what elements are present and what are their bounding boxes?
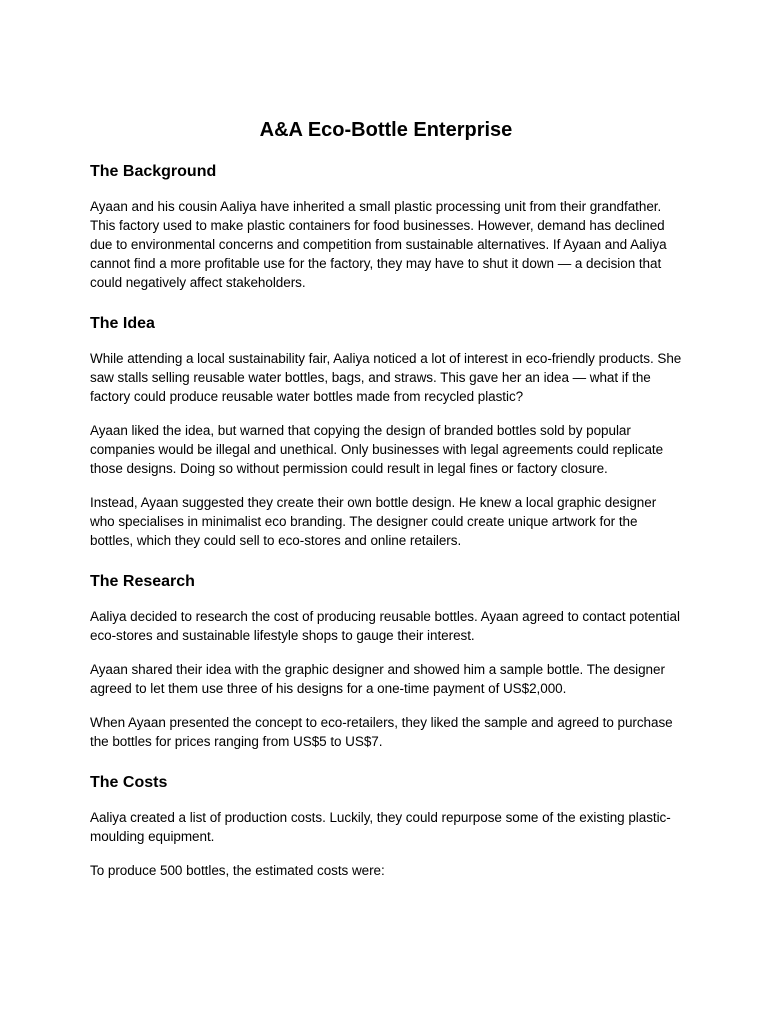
section-costs [90,773,682,880]
section-heading: The Idea [90,315,155,332]
paragraph: Ayaan and his cousin Aaliya have inherited a small plastic processing unit from their grandfather. This factory used to make plastic containers for food businesses. However, demand has declined due to environmental concerns and competition from sustainable alternatives. If Ayaan and Aaliya cannot find a more profitable use for the factory, they may have to shut it down — a decision that could negatively affect stakeholders. [90,199,667,290]
paragraph: While attending a local sustainability fair, Aaliya noticed a lot of interest in eco-friendly products. She saw stalls selling reusable water bottles, bags, and straws. This gave her an idea — what if the factory could produce reusable water bottles made from recycled plastic? [90,351,682,404]
paragraph: Aaliya decided to research the cost of producing reusable bottles. Ayaan agreed to contact potential eco-stores and sustainable lifestyle shops to gauge their interest. [90,609,680,643]
section-idea [90,314,682,550]
paragraph: When Ayaan presented the concept to eco-retailers, they liked the sample and agreed to purchase the bottles for prices ranging from US$5 to US$7. [90,715,673,749]
paragraph: To produce 500 bottles, the estimated costs were: [90,863,385,878]
paragraph: Aaliya created a list of production costs. Luckily, they could repurpose some of the existing plastic-moulding equipment. [90,810,671,844]
section-heading: The Research [90,573,195,590]
section-heading: The Costs [90,774,168,791]
section-heading: The Background [90,163,217,180]
section-research [90,572,682,751]
document-title: A&A Eco-Bottle Enterprise [259,119,513,141]
paragraph: Ayaan liked the idea, but warned that copying the design of branded bottles sold by popular companies would be illegal and unethical. Only businesses with legal agreements could replicate those designs. Doing so without permission could result in legal fines or factory closure. [90,423,664,476]
document-content [90,117,682,880]
paragraph: Instead, Ayaan suggested they create their own bottle design. He knew a local graphic designer who specialises in minimalist eco branding. The designer could create unique artwork for the bottles, which they could sell to eco-stores and online retailers. [90,495,657,548]
section-background [90,162,682,292]
paragraph: Ayaan shared their idea with the graphic designer and showed him a sample bottle. The designer agreed to let them use three of his designs for a one-time payment of US$2,000. [90,662,665,696]
